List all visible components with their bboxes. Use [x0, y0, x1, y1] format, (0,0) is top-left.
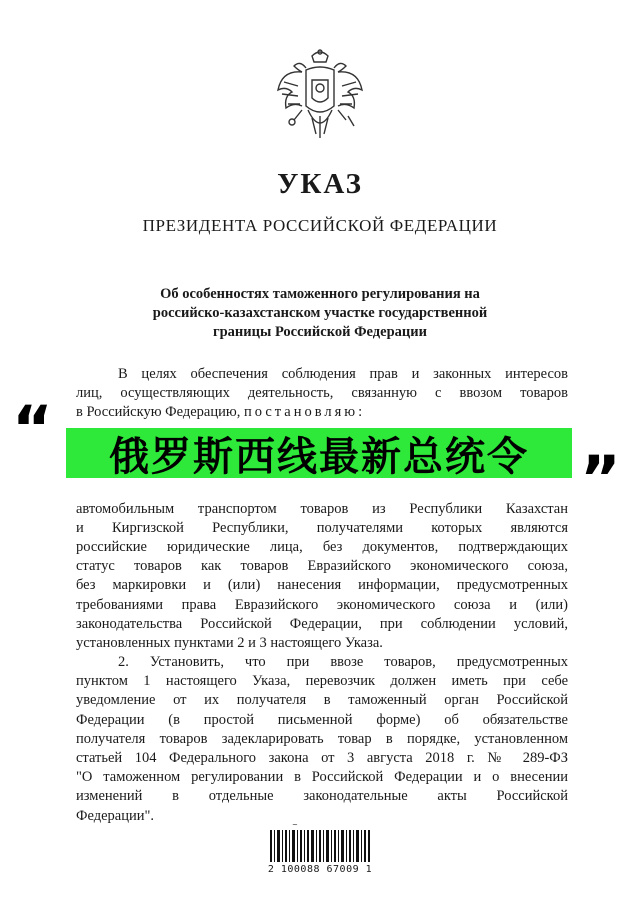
- body-line: лиц, осуществляющих деятельность, связанную с ввозом товаров: [76, 385, 568, 402]
- body-line: Федерации (в простой письменной форме) об обязательстве: [76, 711, 568, 728]
- decree-heading: [100, 285, 540, 342]
- svg-text:~: ~: [292, 821, 298, 829]
- barcode-icon: [270, 820, 370, 864]
- body-line: изменений в отдельные законодательные акты Российской: [76, 788, 568, 805]
- intro-last-text: в Российскую Федерацию,: [76, 404, 241, 421]
- document-subtitle: ПРЕЗИДЕНТА РОССИЙСКОЙ ФЕДЕРАЦИИ: [142, 216, 498, 235]
- heading-line: российско-казахстанском участке государственной: [152, 305, 488, 321]
- body-line: российские юридические лица, без документов, подтверждающих: [76, 538, 568, 555]
- body-line: статус товаров как товаров Евразийского экономического союза,: [76, 558, 568, 575]
- body-line: установленных пунктами 2 и 3 настоящего Указа.: [76, 634, 383, 651]
- body-line: статьей 104 Федерального закона от 3 августа 2018 г. № 289-ФЗ: [76, 750, 568, 767]
- body-line: "О таможенном регулировании в Российской Федерации и о внесении: [76, 769, 568, 786]
- body-line: уведомление от их получателя в таможенный орган Российской: [76, 692, 568, 709]
- open-quote-mark: “: [12, 392, 53, 465]
- close-quote-mark: ”: [580, 442, 621, 515]
- body-line: Федерации".: [76, 807, 155, 824]
- body-line: требованиями права Евразийского экономического союза и (или): [76, 596, 568, 613]
- body-line: без маркировки и (или) нанесения информации, предусмотренных: [76, 577, 568, 594]
- heading-line: границы Российской Федерации: [213, 324, 427, 340]
- body-line: законодательства Российской Федерации, при соблюдении условий,: [76, 615, 568, 632]
- body-line: В целях обеспечения соблюдения прав и законных интересов: [118, 366, 568, 382]
- body-line: автомобильным транспортом товаров из Республики Казахстан: [76, 500, 568, 517]
- russian-coat-of-arms-icon: [272, 46, 368, 150]
- heading-line: Об особенностях таможенного регулирования на: [160, 286, 480, 302]
- barcode-number: 2 100088 67009 1: [267, 864, 373, 875]
- document-title: УКАЗ: [277, 168, 363, 200]
- body-line: 2. Установить, что при ввозе товаров, предусмотренных: [118, 654, 568, 671]
- banner-text: 俄罗斯西线最新总统令: [109, 433, 529, 478]
- body-line: [76, 403, 568, 422]
- chinese-caption-banner: [66, 428, 572, 478]
- body-line: получателя товаров задекларировать товар в порядке, установленном: [76, 730, 568, 747]
- postanovlyayu-text: постановляю:: [243, 404, 366, 421]
- body-line: и Киргизской Республики, получателями которых являются: [76, 519, 568, 536]
- body-line: пунктом 1 настоящего Указа, перевозчик должен иметь при себе: [76, 673, 568, 690]
